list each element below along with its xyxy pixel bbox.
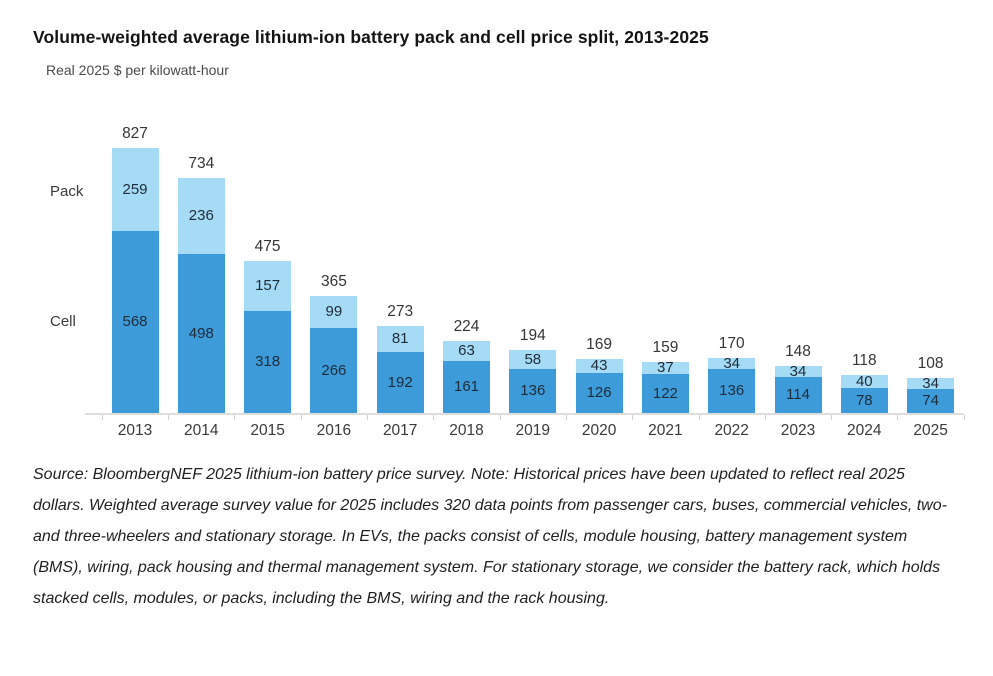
- chart-subtitle: Real 2025 $ per kilowatt-hour: [46, 62, 229, 78]
- bar-pack-value-label: 34: [789, 363, 807, 380]
- x-axis-tick: [433, 415, 434, 420]
- bar-pack-value-label: 43: [590, 357, 608, 374]
- bar-cell-value-label: 161: [453, 378, 480, 395]
- bar-total-label: 118: [851, 352, 877, 369]
- bar-pack-value-label: 81: [391, 330, 409, 347]
- bar-pack-value-label: 34: [922, 375, 939, 392]
- bar-cell-value-label: 568: [122, 313, 148, 330]
- bar-cell-value-label: 74: [922, 392, 939, 409]
- bar-total-label: 734: [188, 155, 215, 172]
- bar-cell-value-label: 136: [520, 382, 546, 399]
- x-axis-tick: [367, 415, 368, 420]
- bar-pack-value-label: 259: [122, 181, 148, 198]
- bar-pack-value-label: 34: [723, 355, 741, 372]
- bar-total-label: 169: [586, 336, 613, 353]
- bar-pack-value-label: 63: [458, 342, 475, 359]
- x-axis-tick: [500, 415, 501, 420]
- bar-pack-value-label: 236: [188, 207, 214, 224]
- x-axis-tick: [566, 415, 567, 420]
- bar-cell-value-label: 114: [786, 386, 810, 403]
- x-axis-tick: [964, 415, 965, 420]
- x-axis-category-label: 2018: [449, 422, 484, 439]
- bar-total-label: 159: [652, 339, 679, 356]
- chart-title: Volume-weighted average lithium-ion battery pack and cell price split, 2013-2025: [33, 27, 709, 47]
- x-axis-category-label: 2022: [714, 422, 749, 439]
- x-axis-tick: [168, 415, 169, 420]
- x-axis-category-label: 2015: [250, 422, 285, 439]
- bar-pack-value-label: 37: [657, 359, 674, 376]
- bar-total-label: 148: [785, 343, 811, 360]
- bar-total-label: 827: [122, 125, 148, 142]
- bar-cell-value-label: 122: [652, 385, 678, 402]
- bar-cell-value-label: 266: [321, 362, 347, 379]
- bar-cell-value-label: 192: [387, 374, 413, 391]
- bar-total-label: 365: [320, 273, 347, 290]
- bar-cell-value-label: 126: [586, 384, 612, 401]
- x-axis-tick: [897, 415, 898, 420]
- bar-pack-value-label: 157: [255, 277, 281, 294]
- x-axis-category-label: 2017: [382, 422, 418, 439]
- bar-total-label: 170: [718, 335, 745, 352]
- x-axis-category-label: 2013: [117, 422, 153, 439]
- x-axis-tick: [831, 415, 832, 420]
- x-axis-category-label: 2021: [648, 422, 683, 439]
- x-axis-line: [85, 413, 964, 415]
- x-axis-tick: [234, 415, 235, 420]
- bar-cell-value-label: 498: [188, 325, 214, 342]
- x-axis-category-label: 2014: [184, 422, 219, 439]
- x-axis-tick: [102, 415, 103, 420]
- x-axis-tick: [632, 415, 633, 420]
- bar-total-label: 273: [387, 303, 414, 320]
- x-axis-tick: [301, 415, 302, 420]
- x-axis-tick: [699, 415, 700, 420]
- bar-cell-value-label: 78: [855, 392, 873, 409]
- bar-total-label: 108: [917, 355, 944, 372]
- x-axis-category-label: 2025: [913, 422, 948, 439]
- bar-total-label: 475: [254, 238, 281, 255]
- bar-pack-value-label: 40: [855, 373, 873, 390]
- x-axis-category-label: 2023: [780, 422, 816, 439]
- x-axis-category-label: 2019: [515, 422, 551, 439]
- cell-series-label: Cell: [50, 313, 76, 330]
- x-axis-category-label: 2024: [847, 422, 882, 439]
- bar-total-label: 194: [519, 327, 546, 344]
- bar-total-label: 224: [453, 318, 480, 335]
- x-axis-category-label: 2020: [581, 422, 617, 439]
- bar-pack-value-label: 99: [325, 303, 343, 320]
- pack-series-label: Pack: [50, 183, 84, 200]
- x-axis-tick: [765, 415, 766, 420]
- source-note: Source: BloombergNEF 2025 lithium-ion battery price survey. Note: Historical prices have been updated to reflect real 2025 dollars. Weighted average survey value for 2025 includes 320 data points from passenger cars, buses, commercial vehicles, two- and three-wheelers and stationary storage. In EVs, the packs consist of cells, module housing, battery management system (BMS), wiring, pack housing and thermal management system. For stationary storage, we consider the battery rack, which holds stacked cells, modules, or packs, including the BMS, wiring and the rack housing.: [33, 466, 947, 607]
- bar-pack-value-label: 58: [524, 351, 542, 368]
- bar-cell-value-label: 318: [255, 353, 281, 370]
- x-axis-category-label: 2016: [316, 422, 352, 439]
- bar-cell-value-label: 136: [719, 382, 745, 399]
